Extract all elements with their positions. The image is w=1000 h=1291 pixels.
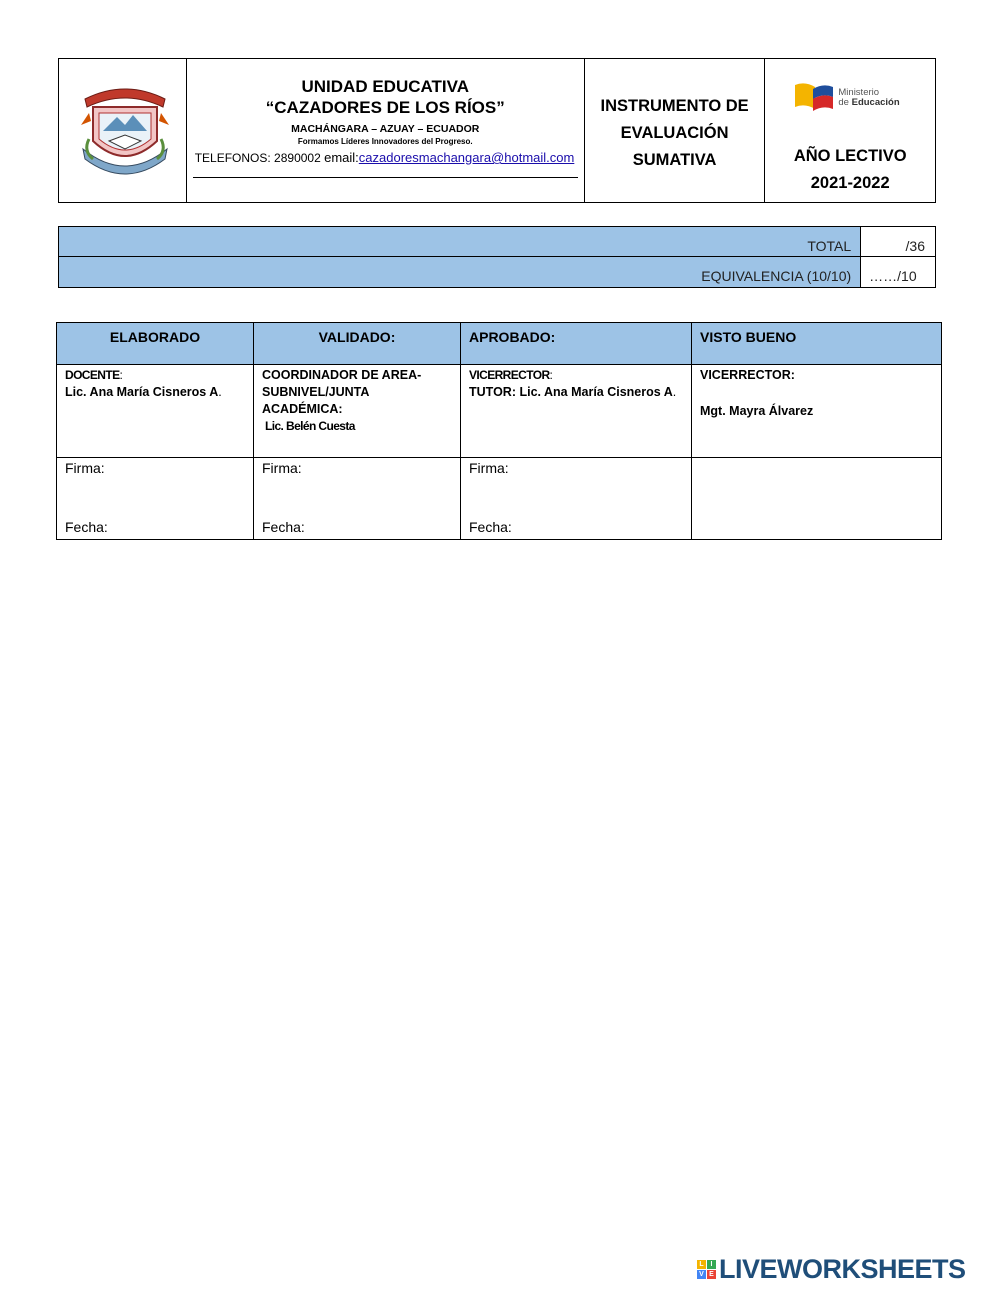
fecha-label: Fecha:	[262, 519, 305, 535]
email-label: email:	[324, 150, 359, 165]
approval-header-row	[57, 323, 941, 365]
signature-cell-3[interactable]	[461, 458, 692, 540]
header-aprobado: APROBADO:	[461, 323, 692, 364]
equivalence-row	[59, 257, 935, 287]
fecha-label: Fecha:	[469, 519, 512, 535]
total-row	[59, 227, 935, 257]
signature-cell-1[interactable]	[57, 458, 254, 540]
school-info-cell	[187, 59, 585, 202]
signature-cell-2[interactable]	[254, 458, 461, 540]
school-logo-cell	[59, 59, 187, 202]
approval-roles-row	[57, 365, 941, 458]
ministry-flag-icon	[795, 83, 835, 113]
year-cell	[765, 59, 935, 202]
equivalence-label: EQUIVALENCIA (10/10)	[59, 257, 861, 287]
equivalence-value[interactable]: ……/10	[869, 268, 917, 284]
school-phones: TELEFONOS: 2890002	[194, 151, 325, 165]
role-coordinador: COORDINADOR DE AREA-SUBNIVEL/JUNTA ACADÉMICA: Lic. Belén Cuesta	[254, 365, 461, 457]
school-location: MACHÁNGARA – AZUAY – ECUADOR	[291, 123, 480, 135]
header-divider	[193, 177, 578, 178]
school-crest-icon	[79, 79, 171, 179]
header-elaborado: ELABORADO	[57, 323, 254, 364]
approval-signature-row	[57, 458, 941, 540]
school-name: UNIDAD EDUCATIVA “CAZADORES DE LOS RÍOS”	[265, 77, 505, 117]
firma-label: Firma:	[262, 460, 302, 476]
instrument-title: INSTRUMENTO DE EVALUACIÓN SUMATIVA	[600, 97, 749, 169]
header-validado: VALIDADO:	[254, 323, 461, 364]
school-motto: Formamos Líderes Innovadores del Progreso.	[297, 137, 473, 146]
role-vicerrector-tutor: VICERRECTOR: TUTOR: Lic. Ana María Cisneros A.	[461, 365, 692, 457]
fecha-label: Fecha:	[65, 519, 108, 535]
firma-label: Firma:	[65, 460, 105, 476]
firma-label: Firma:	[469, 460, 509, 476]
role-docente: DOCENTE: Lic. Ana María Cisneros A.	[57, 365, 254, 457]
instrument-cell	[585, 59, 766, 202]
header-visto-bueno: VISTO BUENO	[700, 329, 797, 345]
liveworksheets-watermark	[697, 1254, 966, 1284]
total-value[interactable]: /36	[905, 238, 925, 254]
document-header	[58, 58, 936, 203]
school-contact	[187, 150, 584, 165]
score-totals-table	[58, 226, 936, 288]
total-label: TOTAL	[59, 227, 861, 256]
signature-cell-4[interactable]	[692, 458, 940, 540]
ministry-label: Ministerio de Educación	[838, 87, 900, 108]
approval-table	[56, 322, 942, 540]
email-link[interactable]: cazadoresmachangara@hotmail.com	[358, 150, 575, 165]
liveworksheets-text: LIVEWORKSHEETS	[719, 1254, 966, 1284]
role-vicerrector: VICERRECTOR: Mgt. Mayra Álvarez	[700, 368, 814, 418]
ministry-logo	[795, 83, 899, 113]
liveworksheets-logo-icon: L I V E	[697, 1260, 716, 1279]
school-year: AÑO LECTIVO 2021-2022	[793, 147, 907, 192]
